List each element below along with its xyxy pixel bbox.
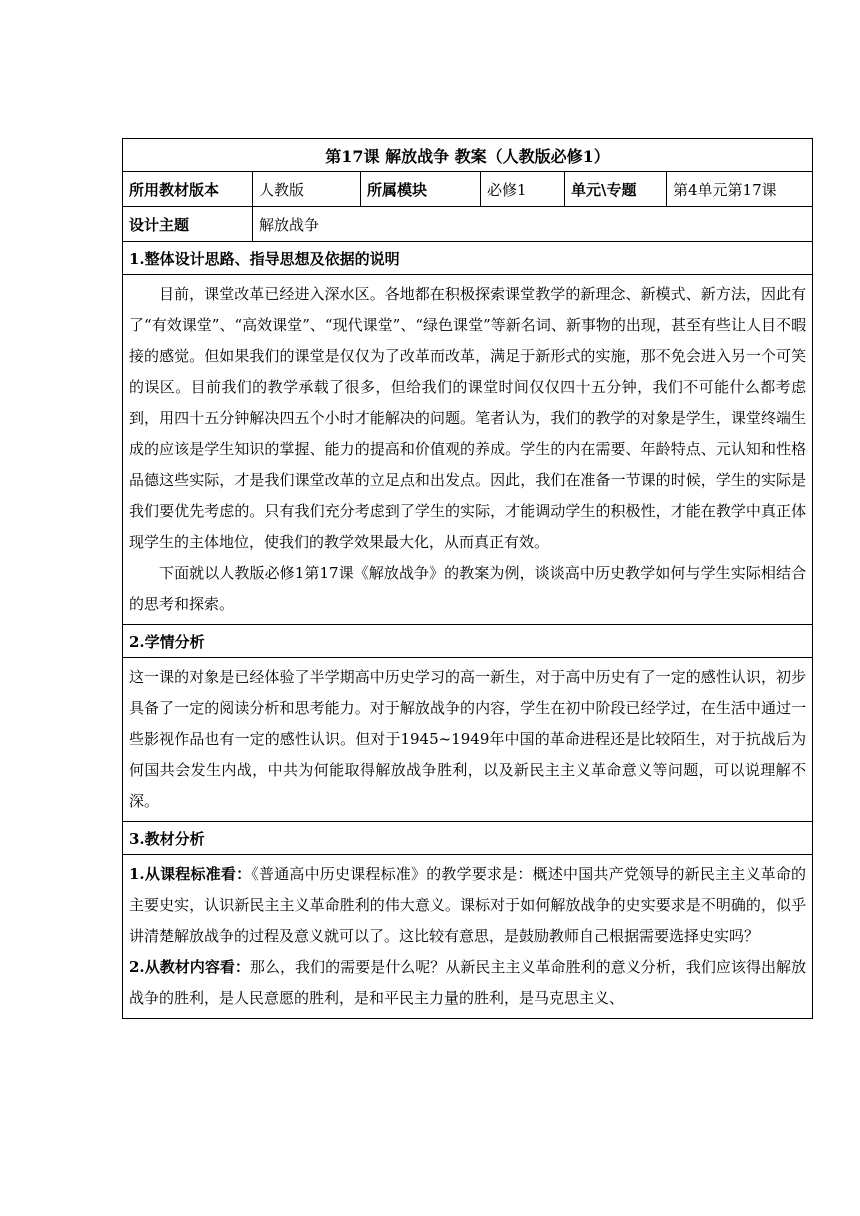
- section-2-body: [123, 658, 813, 822]
- value-design-theme: 解放战争: [253, 207, 813, 242]
- value-module: 必修1: [481, 172, 565, 207]
- lesson-plan-table: [122, 138, 813, 1019]
- label-textbook-version: 所用教材版本: [123, 172, 253, 207]
- section-3-body: [123, 855, 813, 1019]
- section-1-heading: 1.整体设计思路、指导思想及依据的说明: [123, 242, 813, 275]
- label-unit: 单元\专题: [565, 172, 667, 207]
- lesson-plan-page: [122, 138, 812, 1019]
- section-3-heading: 3.教材分析: [123, 822, 813, 855]
- section-3-lead-2: 2.从教材内容看：: [129, 958, 250, 976]
- section-1-paragraph-1: 目前，课堂改革已经进入深水区。各地都在积极探索课堂教学的新理念、新模式、新方法，因此有了“有效课堂”、“高效课堂”、“现代课堂”、“绿色课堂”等新名词、新事物的出现，甚至有些让人目不暇接的感觉。但如果我们的课堂是仅仅为了改革而改革，满足于新形式的实施，那不免会进入另一个可笑的误区。目前我们的教学承载了很多，但给我们的课堂时间仅仅四十五分钟，我们不可能什么都考虑到，用四十五分钟解决四五个小时才能解决的问题。笔者认为，我们的教学的对象是学生，课堂终端生成的应该是学生知识的掌握、能力的提高和价值观的养成。学生的内在需要、年龄特点、元认知和性格品德这些实际，才是我们课堂改革的立足点和出发点。因此，我们在准备一节课的时候，学生的实际是我们要优先考虑的。只有我们充分考虑到了学生的实际，才能调动学生的积极性，才能在教学中真正体现学生的主体地位，使我们的教学效果最大化，从而真正有效。: [129, 285, 807, 551]
- section-3-paragraph-1: [129, 859, 806, 952]
- section-1-body: [123, 275, 813, 625]
- value-textbook-version: 人教版: [253, 172, 361, 207]
- section-3-text-2: 那么，我们的需要是什么呢？从新民主主义革命胜利的意义分析，我们应该得出解放战争的胜利，是人民意愿的胜利，是和平民主力量的胜利，是马克思主义、: [129, 958, 807, 1007]
- label-design-theme: 设计主题: [123, 207, 253, 242]
- label-module: 所属模块: [361, 172, 481, 207]
- document-title: 第17课 解放战争 教案（人教版必修1）: [123, 139, 813, 172]
- section-3-text-1: 《普通高中历史课程标准》的教学要求是：概述中国共产党领导的新民主主义革命的主要史实，认识新民主主义革命胜利的伟大意义。课标对于如何解放战争的史实要求是不明确的，似乎讲清楚解放战争的过程及意义就可以了。这比较有意思，是鼓励教师自己根据需要选择史实吗？: [129, 865, 807, 945]
- section-2-paragraph: 这一课的对象是已经体验了半学期高中历史学习的高一新生，对于高中历史有了一定的感性认识，初步具备了一定的阅读分析和思考能力。对于解放战争的内容，学生在初中阶段已经学过，在生活中通过一些影视作品也有一定的感性认识。但对于1945~1949年中国的革命进程还是比较陌生，对于抗战后为何国共会发生内战，中共为何能取得解放战争胜利，以及新民主主义革命意义等问题，可以说理解不深。: [129, 668, 807, 810]
- value-unit: 第4单元第17课: [667, 172, 813, 207]
- section-3-lead-1: 1.从课程标准看：: [129, 865, 252, 883]
- section-1-paragraph-2: 下面就以人教版必修1第17课《解放战争》的教案为例，谈谈高中历史教学如何与学生实际相结合的思考和探索。: [129, 564, 807, 613]
- section-2-heading: 2.学情分析: [123, 625, 813, 658]
- section-3-paragraph-2: [129, 952, 806, 1014]
